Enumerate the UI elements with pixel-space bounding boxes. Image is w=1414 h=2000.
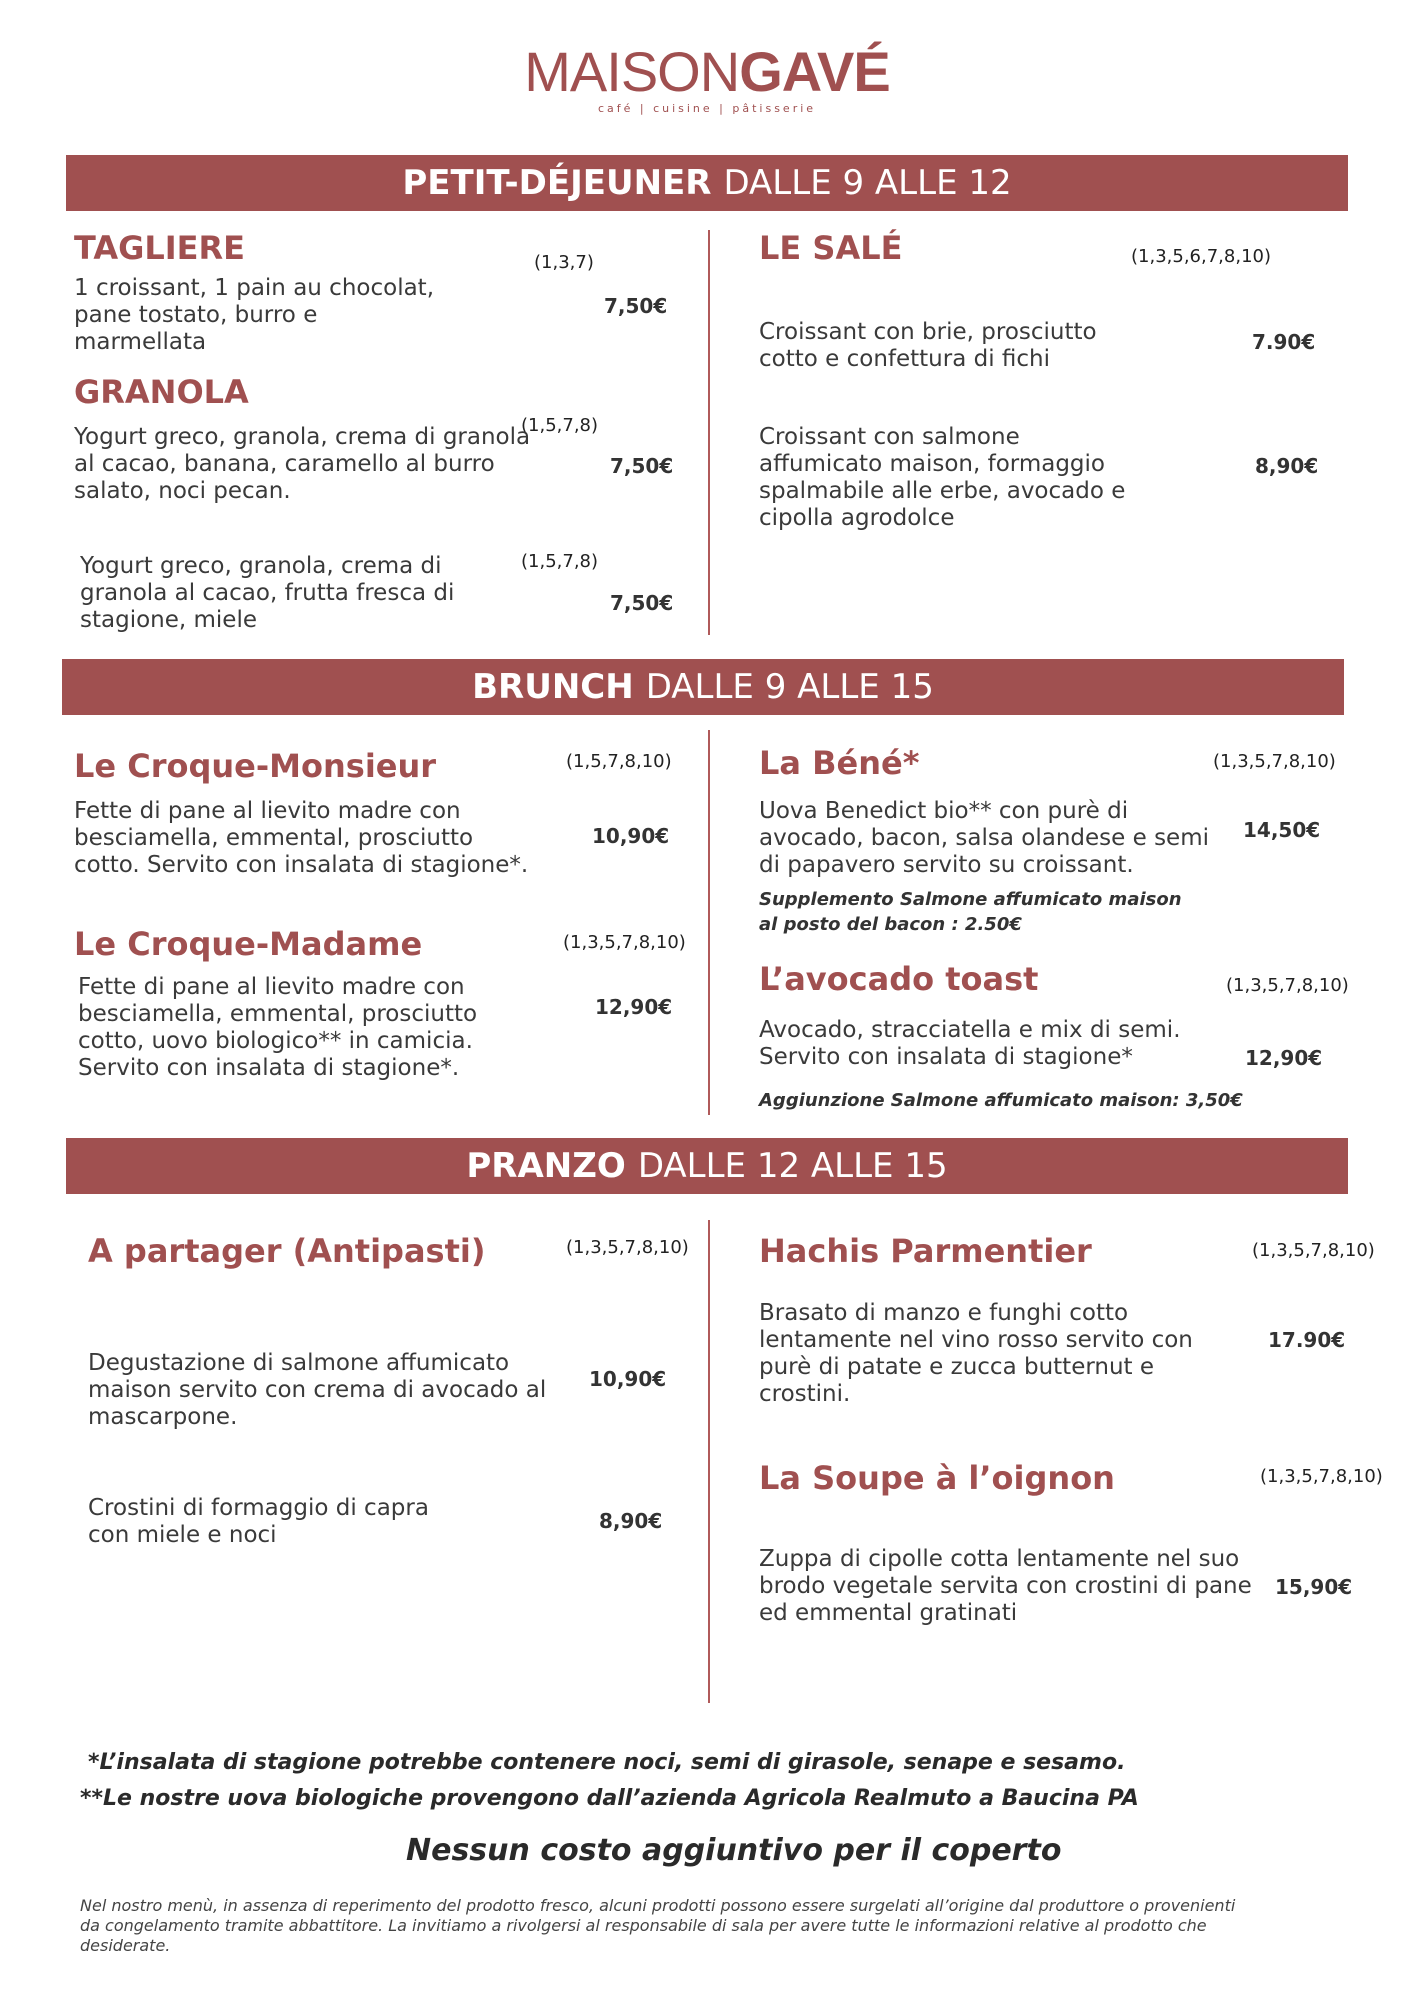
item-title-avocado-toast: L’avocado toast — [759, 960, 1039, 998]
section-header-brunch: BRUNCH DALLE 9 ALLE 15 — [62, 659, 1344, 715]
item-desc-la-bene: Uova Benedict bio** con purè di avocado, bacon, salsa olandese e semi di papavero servito su croissant. — [759, 798, 1209, 878]
brand-header — [0, 40, 1414, 115]
item-desc-le-sale-2: Croissant con salmone affumicato maison, formaggio spalmabile alle erbe, avocado e cipolla agrodolce — [759, 424, 1126, 531]
item-desc-croque-madame: Fette di pane al lievito madre con besciamella, emmental, prosciutto cotto, uovo biologico** in camicia. Servito con insalata di stagione*. — [78, 974, 478, 1081]
item-desc-croque-monsieur: Fette di pane al lievito madre con besciamella, emmental, prosciutto cotto. Servito con insalata di stagione*. — [74, 798, 529, 878]
item-title-granola: GRANOLA — [74, 373, 249, 411]
footnote-uova: **Le nostre uova biologiche provengono dall’azienda Agricola Realmuto a Baucina PA — [80, 1786, 1139, 1811]
item-price-croque-madame: 12,90€ — [595, 995, 673, 1019]
allergens-le-sale: (1,3,5,6,7,8,10) — [1131, 246, 1271, 267]
item-desc-avocado-toast: Avocado, stracciatella e mix di semi. Servito con insalata di stagione* — [759, 1017, 1181, 1070]
item-desc-granola-2: Yogurt greco, granola, crema di granola al cacao, frutta fresca di stagione, miele — [80, 553, 455, 633]
item-title-la-bene: La Béné* — [759, 744, 920, 782]
allergens-croque-madame: (1,3,5,7,8,10) — [563, 932, 686, 953]
supplement-note-la-bene: Supplemento Salmone affumicato maison al posto del bacon : 2.50€ — [759, 889, 1182, 935]
item-title-hachis-parmentier: Hachis Parmentier — [759, 1232, 1092, 1270]
allergens-la-bene: (1,3,5,7,8,10) — [1213, 751, 1336, 772]
item-title-soupe-oignon: La Soupe à l’oignon — [759, 1459, 1115, 1497]
item-desc-hachis-parmentier: Brasato di manzo e funghi cotto lentamente nel vino rosso servito con purè di patate e zucca butternut e crostini. — [759, 1300, 1193, 1407]
allergens-granola-2: (1,5,7,8) — [521, 551, 599, 572]
item-title-le-sale: LE SALÉ — [759, 229, 903, 267]
item-price-granola-1: 7,50€ — [610, 454, 674, 478]
column-divider — [708, 730, 710, 1115]
item-desc-le-sale-1: Croissant con brie, prosciutto cotto e confettura di fichi — [759, 319, 1097, 372]
item-price-tagliere: 7,50€ — [604, 294, 668, 318]
supplement-note-avocado-toast: Aggiunzione Salmone affumicato maison: 3,50€ — [759, 1090, 1243, 1111]
allergens-granola-1: (1,5,7,8) — [521, 415, 599, 436]
item-title-tagliere: TAGLIERE — [74, 229, 246, 267]
item-price-le-sale-2: 8,90€ — [1255, 454, 1319, 478]
item-price-avocado-toast: 12,90€ — [1245, 1046, 1323, 1070]
allergens-croque-monsieur: (1,5,7,8,10) — [566, 751, 672, 772]
item-desc-soupe-oignon: Zuppa di cipolle cotta lentamente nel suo brodo vegetale servita con crostini di pane ed emmental gratinati — [759, 1546, 1252, 1626]
item-price-hachis-parmentier: 17.90€ — [1268, 1328, 1346, 1352]
allergens-avocado-toast: (1,3,5,7,8,10) — [1226, 975, 1349, 996]
item-price-salmone: 10,90€ — [589, 1367, 667, 1391]
disclaimer-text: Nel nostro menù, in assenza di reperimento del prodotto fresco, alcuni prodotti possono essere surgelati all’origine dal produttore o provenienti da congelamento tramite abbattitore. La invitiamo a rivolgersi al responsabile di sala per avere tutte le informazioni relative al prodotto che desiderate. — [80, 1896, 1236, 1955]
coperto-notice: Nessun costo aggiuntivo per il coperto — [406, 1833, 1062, 1868]
item-price-la-bene: 14,50€ — [1243, 818, 1321, 842]
column-divider — [708, 230, 710, 635]
section-header-pranzo: PRANZO DALLE 12 ALLE 15 — [66, 1138, 1348, 1194]
item-price-croque-monsieur: 10,90€ — [592, 824, 670, 848]
column-divider — [708, 1220, 710, 1703]
allergens-hachis-parmentier: (1,3,5,7,8,10) — [1252, 1240, 1375, 1261]
item-price-le-sale-1: 7.90€ — [1252, 330, 1316, 354]
brand-logo: MAISONGAVÉ — [524, 40, 890, 103]
item-title-a-partager: A partager (Antipasti) — [88, 1232, 486, 1270]
item-desc-granola-1: Yogurt greco, granola, crema di granola al cacao, banana, caramello al burro salato, noci pecan. — [74, 424, 531, 504]
item-title-croque-madame: Le Croque-Madame — [74, 925, 423, 963]
footnote-insalata: *L’insalata di stagione potrebbe contenere noci, semi di girasole, senape e sesamo. — [88, 1750, 1126, 1775]
brand-tagline: café | cuisine | pâtisserie — [597, 102, 817, 115]
item-desc-salmone: Degustazione di salmone affumicato maison servito con crema di avocado al mascarpone. — [88, 1350, 547, 1430]
item-desc-tagliere: 1 croissant, 1 pain au chocolat, pane tostato, burro e marmellata — [74, 275, 435, 355]
allergens-tagliere: (1,3,7) — [534, 252, 594, 273]
item-price-granola-2: 7,50€ — [610, 591, 674, 615]
allergens-soupe-oignon: (1,3,5,7,8,10) — [1260, 1466, 1383, 1487]
item-desc-crostini: Crostini di formaggio di capra con miele e noci — [88, 1495, 429, 1548]
item-price-crostini: 8,90€ — [599, 1509, 663, 1533]
item-price-soupe-oignon: 15,90€ — [1275, 1575, 1353, 1599]
allergens-a-partager: (1,3,5,7,8,10) — [566, 1237, 689, 1258]
item-title-croque-monsieur: Le Croque-Monsieur — [74, 747, 437, 785]
section-header-petit-dejeuner: PETIT-DÉJEUNER DALLE 9 ALLE 12 — [66, 155, 1348, 211]
